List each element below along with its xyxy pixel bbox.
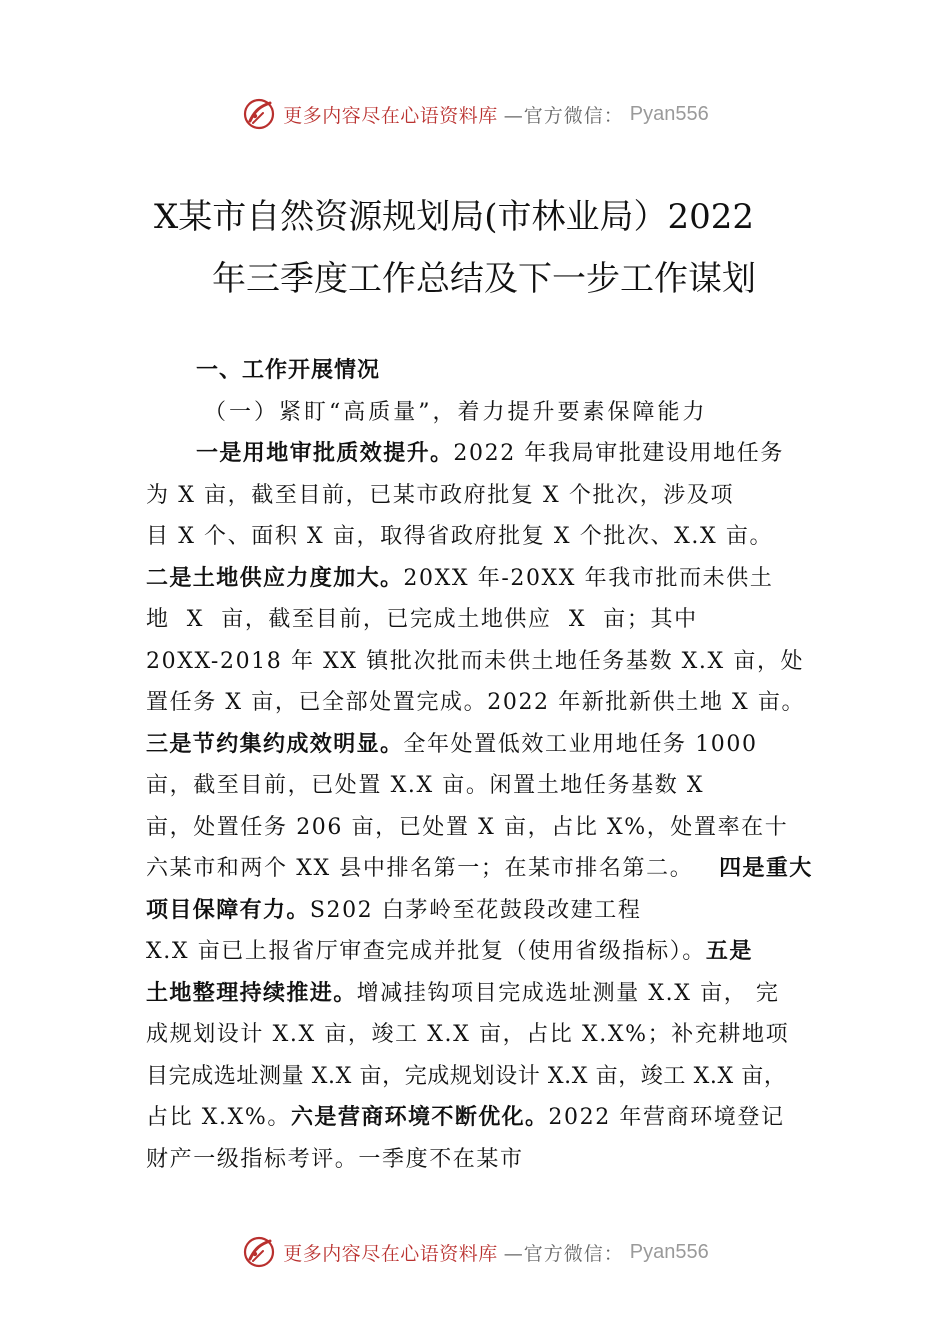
paragraph-text: 2022 年营商环境登记 — [548, 1105, 785, 1130]
point-4-heading-part-2: 项目保障有力。 — [146, 897, 310, 923]
paragraph-line: 亩，处置任务 206 亩，已处置 X 亩，占比 X%，处置率在十 — [146, 814, 789, 840]
point-6-heading: 六是营商环境不断优化。 — [291, 1105, 549, 1130]
paragraph-line: 置任务 X 亩，已全部处置完成。2022 年新批新供土地 X 亩。 — [146, 690, 806, 715]
point-3-heading: 三是节约集约成效明显。 — [146, 731, 404, 757]
paragraph-line — [146, 931, 836, 973]
banner-wechat-label: —官方微信： — [503, 104, 624, 127]
paragraph-line: 财产一级指标考评。一季度不在某市 — [146, 1146, 524, 1172]
banner-wechat-id: Pyan556 — [629, 102, 709, 125]
pen-logo-icon — [241, 1234, 277, 1270]
point-4-heading-part-1: 四是重大 — [719, 856, 813, 881]
paragraph-line: 地 X 亩，截至目前，已完成土地供应 X 亩；其中 — [146, 607, 698, 632]
section-subheading: （一）紧盯“高质量”，着力提升要素保障能力 — [204, 399, 708, 425]
footer-banner — [0, 1230, 950, 1274]
paragraph-line — [146, 890, 836, 932]
paragraph-line — [146, 724, 836, 766]
banner-slogan: 更多内容尽在心语资料库 — [283, 1242, 498, 1265]
paragraph-line: 为 X 亩，截至目前，已某市政府批复 X 个批次，涉及项 — [146, 482, 735, 508]
paragraph-line: 目 X 个、面积 X 亩，取得省政府批复 X 个批次、X.X 亩。 — [146, 524, 774, 549]
paragraph-line: 成规划设计 X.X 亩，竣工 X.X 亩，占比 X.X%；补充耕地项 — [146, 1022, 790, 1047]
paragraph-line: 目完成选址测量 X.X 亩，完成规划设计 X.X 亩，竣工 X.X 亩， — [146, 1063, 787, 1089]
header-banner — [0, 92, 950, 136]
pen-logo-icon — [241, 96, 277, 132]
banner-wechat-id: Pyan556 — [629, 1240, 709, 1263]
paragraph-text: 增减挂钩项目完成选址测量 X.X 亩， 完 — [356, 980, 780, 1006]
point-5-heading-part-1: 五是 — [705, 939, 753, 964]
banner-slogan: 更多内容尽在心语资料库 — [283, 104, 498, 127]
paragraph-text: S202 白茅岭至花鼓段改建工程 — [309, 897, 642, 923]
paragraph-line — [146, 973, 836, 1015]
paragraph-text: X.X 亩已上报省厅审查完成并批复（使用省级指标）。 — [146, 939, 706, 964]
paragraph-line — [146, 1097, 836, 1139]
paragraph-text: 2022 年我局审批建设用地任务 — [453, 441, 784, 466]
document-body — [146, 350, 836, 1180]
paragraph-text: 占比 X.X%。 — [146, 1105, 292, 1130]
paragraph-text: 六某市和两个 XX 县中排名第一；在某市排名第二。 — [146, 856, 694, 881]
paragraph-line — [146, 433, 836, 475]
document-title-line-1: X某市自然资源规划局(市林业局）2022 — [154, 197, 754, 237]
paragraph-line: 20XX-2018 年 XX 镇批次批而未供土地任务基数 X.X 亩，处 — [146, 648, 805, 674]
paragraph-line: 亩，截至目前，已处置 X.X 亩。闲置土地任务基数 X — [146, 773, 705, 798]
point-2-heading: 二是土地供应力度加大。 — [146, 565, 404, 591]
banner-content — [241, 1234, 709, 1270]
paragraph-line — [146, 558, 836, 600]
paragraph-text: 全年处置低效工业用地任务 1000 — [403, 731, 758, 757]
paragraph-text: 20XX 年-20XX 年我市批而未供土 — [403, 565, 774, 591]
point-5-heading-part-2: 土地整理持续推进。 — [146, 980, 357, 1006]
section-heading: 一、工作开展情况 — [196, 358, 381, 383]
banner-content — [241, 96, 709, 132]
paragraph-line — [146, 848, 836, 890]
point-1-heading: 一是用地审批质效提升。 — [196, 441, 454, 466]
document-title-line-2: 年三季度工作总结及下一步工作谋划 — [212, 259, 756, 299]
banner-wechat-label: —官方微信： — [503, 1242, 624, 1265]
